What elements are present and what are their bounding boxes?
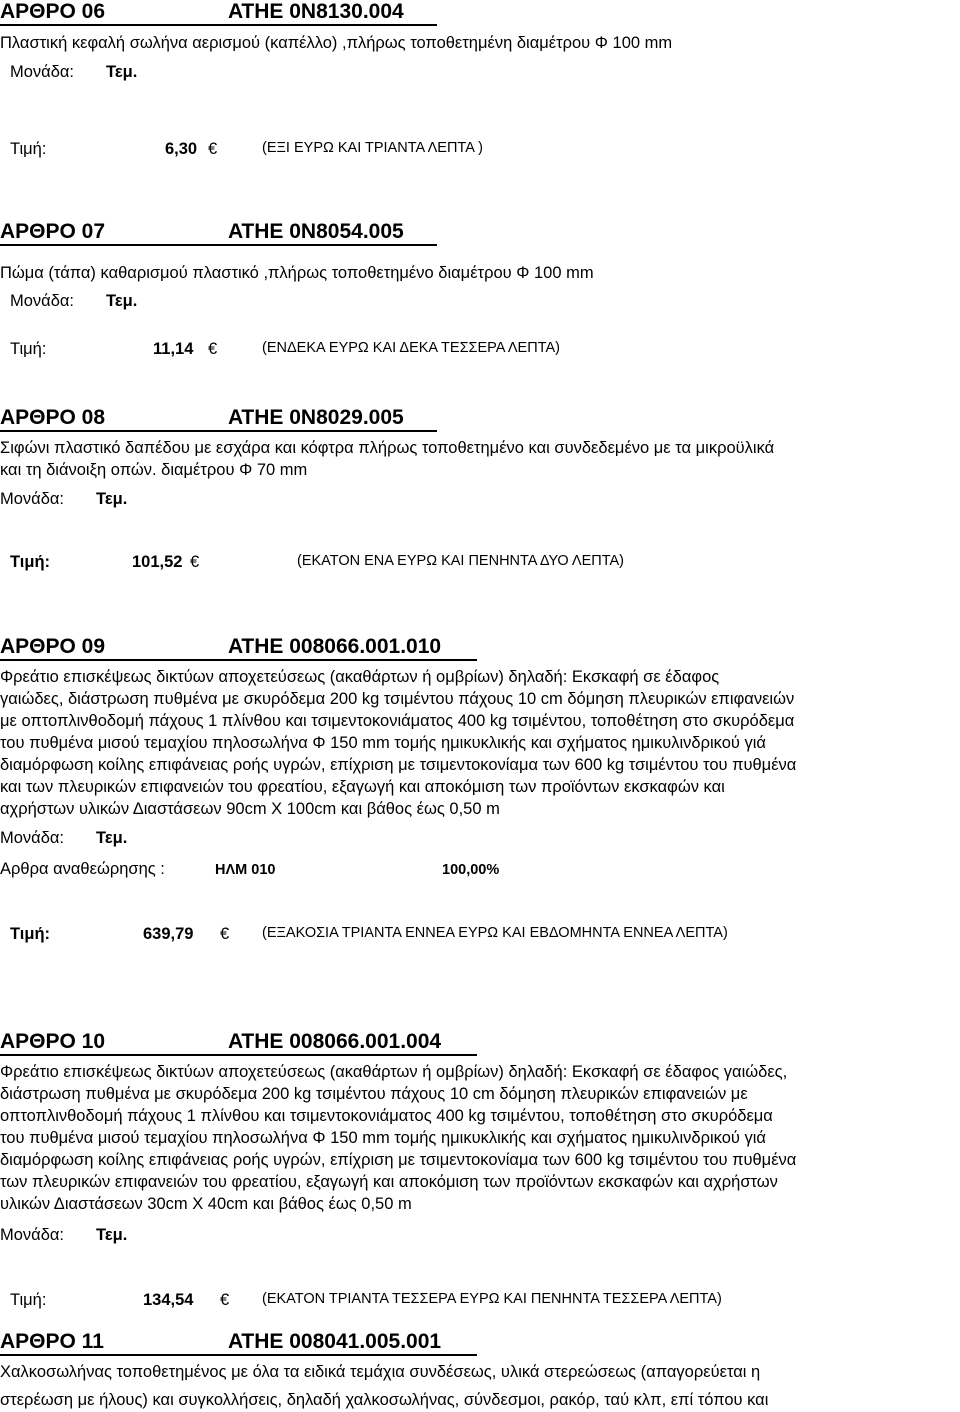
article-number: ΑΡΘΡΟ 10 (0, 1030, 106, 1053)
price-row (10, 553, 950, 575)
price-value: 6,30 (165, 140, 198, 158)
article-heading (0, 635, 477, 661)
article-code: ΑΤΗΕ 008066.001.004 (228, 1030, 442, 1053)
article-heading (0, 0, 437, 26)
price-row (10, 340, 950, 362)
article-description: και τη διάνοιξη οπών. διαμέτρου Φ 70 mm (0, 461, 308, 479)
article-number: ΑΡΘΡΟ 08 (0, 406, 106, 429)
unit-value: Τεμ. (106, 292, 138, 310)
article-number: ΑΡΘΡΟ 07 (0, 220, 106, 243)
unit-value: Τεμ. (96, 1226, 128, 1244)
article-description: με οπτοπλινθοδομή πάχους 1 πλίνθου και τσιμεντοκονιάματος 400 kg τσιμέντου, τοποθέτηση στο σκυρόδεμα (0, 712, 795, 730)
price-in-words: (ΕΚΑΤΟΝ ΕΝΑ ΕΥΡΩ ΚΑΙ ΠΕΝΗΝΤΑ ΔΥΟ ΛΕΠΤΑ) (297, 553, 624, 569)
article-description: Χαλκοσωλήνας τοποθετημένος με όλα τα ειδικά τεμάχια συνδέσεως, υλικά στερεώσεως (απαγορεύεται η (0, 1363, 761, 1381)
article-description: Πλαστική κεφαλή σωλήνα αερισμού (καπέλλο) ,πλήρως τοποθετημένη διαμέτρου Φ 100 mm (0, 34, 673, 52)
article-code: ΑΤΗΕ 0Ν8054.005 (228, 220, 404, 243)
article-description: Πώμα (τάπα) καθαρισμού πλαστικό ,πλήρως τοποθετημένο διαμέτρου Φ 100 mm (0, 264, 594, 282)
unit-label: Μονάδα: (0, 829, 65, 847)
price-value: 134,54 (143, 1291, 194, 1309)
unit-label: Μονάδα: (10, 292, 75, 310)
article-number: ΑΡΘΡΟ 11 (0, 1330, 104, 1353)
price-row (10, 140, 950, 162)
article-code: ΑΤΗΕ 0Ν8029.005 (228, 406, 404, 429)
article-description: διάστρωση πυθμένα με σκυρόδεμα 200 kg τσιμέντου πάχους 10 cm δόμηση πλευρικών επιφανειών με (0, 1085, 748, 1103)
article-description: στερέωση με ήλους) και συγκολλήσεις, δηλαδή χαλκοσωλήνας, σύνδεσμοι, ρακόρ, ταύ κλπ, επί τόπου και (0, 1391, 769, 1409)
revision-reference-row (0, 860, 600, 882)
article-description: οπτοπλινθοδομή πάχους 1 πλίνθου και τσιμεντοκονιάματος 400 kg τσιμέντου, τοποθέτηση στο σκυρόδεμα (0, 1107, 773, 1125)
price-label: Τιμή: (10, 1291, 47, 1309)
price-row (10, 1291, 950, 1313)
article-description: διαμόρφωση κοίλης επιφάνειας ροής υγρών, επίχριση με τσιμεντοκονίαμα των 600 kg τσιμέντου του πυθμένα (0, 1151, 797, 1169)
article-description: Φρεάτιο επισκέψεως δικτύων αποχετεύσεως (ακαθάρτων ή ομβρίων) δηλαδή: Εκσκαφή σε έδαφος (0, 668, 720, 686)
article-heading (0, 1330, 477, 1356)
article-description: διαμόρφωση κοίλης επιφάνειας ροής υγρών, επίχριση με τσιμεντοκονίαμα των 600 kg τσιμέντου του πυθμένα (0, 756, 797, 774)
price-value: 639,79 (143, 925, 194, 943)
price-label: Τιμή: (10, 553, 51, 571)
article-number: ΑΡΘΡΟ 09 (0, 635, 106, 658)
unit-row (0, 829, 127, 848)
article-heading (0, 220, 437, 246)
price-in-words: (ΕΚΑΤΟΝ ΤΡΙΑΝΤΑ ΤΕΣΣΕΡΑ ΕΥΡΩ ΚΑΙ ΠΕΝΗΝΤΑ ΤΕΣΣΕΡΑ ΛΕΠΤΑ) (262, 1291, 722, 1307)
article-description: και των πλευρικών επιφανειών του φρεατίου, εξαγωγή και αποκόμιση των προϊόντων εκσκαφών και (0, 778, 725, 796)
revision-reference-percent: 100,00% (442, 862, 500, 878)
article-description: Σιφώνι πλαστικό δαπέδου με εσχάρα και κόφτρα πλήρως τοποθετημένο και συνδεδεμένο με τα μικροϋλικά (0, 439, 775, 457)
euro-icon: € (220, 1291, 230, 1309)
unit-label: Μονάδα: (0, 1226, 65, 1244)
price-value: 11,14 (153, 340, 194, 358)
article-description: υλικών Διαστάσεων 30cm Χ 40cm και βάθος έως 0,50 m (0, 1195, 412, 1213)
article-description: αχρήστων υλικών Διαστάσεων 90cm Χ 100cm και βάθος έως 0,50 m (0, 800, 500, 818)
article-heading (0, 1030, 477, 1056)
unit-row (10, 63, 137, 82)
price-label: Τιμή: (10, 140, 47, 158)
article-description: γαιώδες, διάστρωση πυθμένα με σκυρόδεμα 200 kg τσιμέντου πάχους 10 cm δόμηση πλευρικών επιφανειών (0, 690, 795, 708)
price-row (10, 925, 950, 947)
article-code: ΑΤΗΕ 008041.005.001 (228, 1330, 442, 1353)
revision-reference-code: ΗΛΜ 010 (215, 862, 276, 878)
article-description: του πυθμένα μισού τεμαχίου πηλοσωλήνα Φ 150 mm τομής ημικυκλικής και σχήματος ημικυλινδρικού γιά (0, 1129, 766, 1147)
price-in-words: (ΕΝΔΕΚΑ ΕΥΡΩ ΚΑΙ ΔΕΚΑ ΤΕΣΣΕΡΑ ΛΕΠΤΑ) (262, 340, 560, 356)
price-in-words: (ΕΞΙ ΕΥΡΩ ΚΑΙ ΤΡΙΑΝΤΑ ΛΕΠΤΑ ) (262, 140, 483, 156)
euro-icon: € (208, 140, 218, 158)
euro-icon: € (220, 925, 230, 943)
unit-label: Μονάδα: (0, 490, 65, 508)
unit-row (0, 490, 127, 509)
euro-icon: € (208, 340, 218, 358)
unit-row (0, 1226, 127, 1245)
revision-reference-label: Αρθρα αναθεώρησης : (0, 860, 165, 878)
article-code: ΑΤΗΕ 0Ν8130.004 (228, 0, 404, 23)
article-heading (0, 406, 437, 432)
article-description: Φρεάτιο επισκέψεως δικτύων αποχετεύσεως (ακαθάρτων ή ομβρίων) δηλαδή: Εκσκαφή σε έδαφος γαιώδες, (0, 1063, 788, 1081)
price-in-words: (ΕΞΑΚΟΣΙΑ ΤΡΙΑΝΤΑ ΕΝΝΕΑ ΕΥΡΩ ΚΑΙ ΕΒΔΟΜΗΝΤΑ ΕΝΝΕΑ ΛΕΠΤΑ) (262, 925, 728, 941)
unit-value: Τεμ. (96, 829, 128, 847)
article-description: του πυθμένα μισού τεμαχίου πηλοσωλήνα Φ 150 mm τομής ημικυκλικής και σχήματος ημικυλινδρικού γιά (0, 734, 766, 752)
unit-value: Τεμ. (106, 63, 138, 81)
unit-row (10, 292, 137, 311)
article-number: ΑΡΘΡΟ 06 (0, 0, 106, 23)
article-description: των πλευρικών επιφανειών του φρεατίου, εξαγωγή και αποκόμιση των προϊόντων εκσκαφών και αχρήστων (0, 1173, 778, 1191)
euro-icon: € (190, 553, 200, 571)
price-value: 101,52 (132, 553, 183, 571)
unit-value: Τεμ. (96, 490, 128, 508)
article-code: ΑΤΗΕ 008066.001.010 (228, 635, 442, 658)
price-label: Τιμή: (10, 925, 51, 943)
price-label: Τιμή: (10, 340, 47, 358)
unit-label: Μονάδα: (10, 63, 75, 81)
